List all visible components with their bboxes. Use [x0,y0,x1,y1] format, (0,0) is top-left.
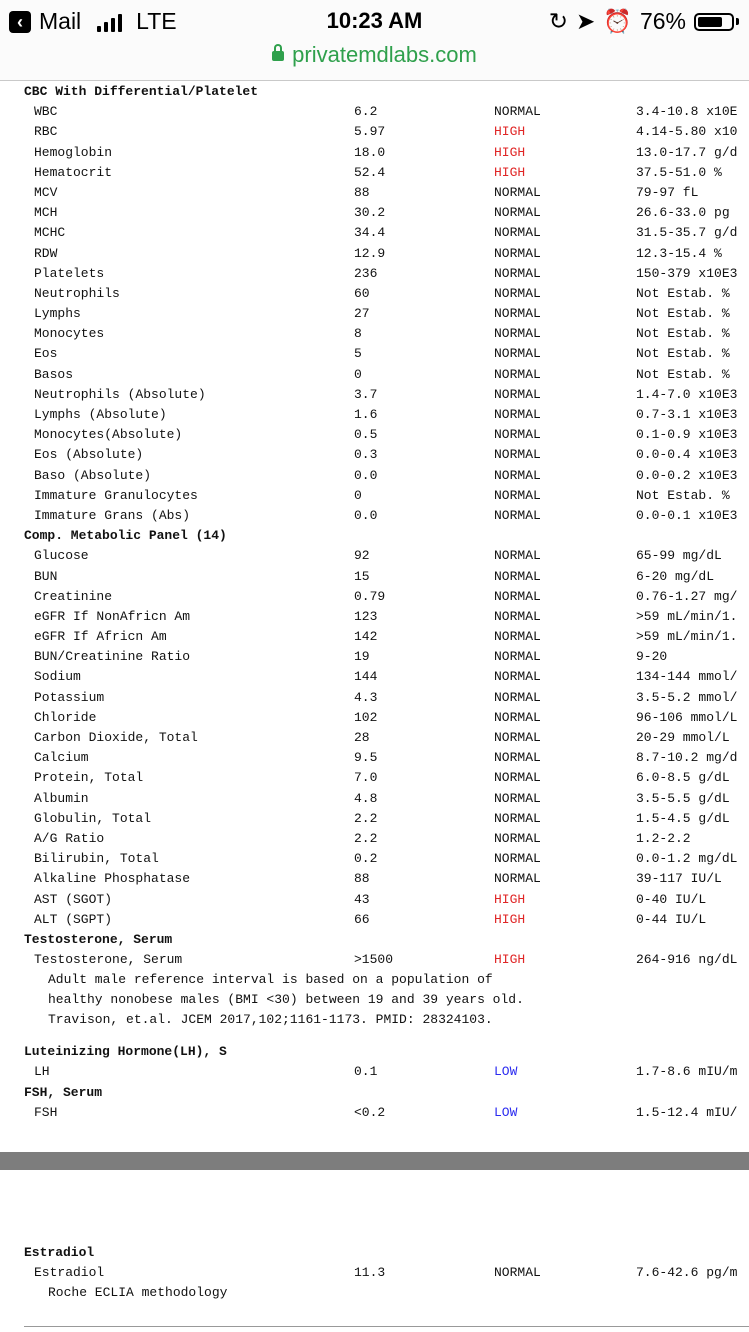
test-value: 52.4 [354,164,386,180]
test-value: 19 [354,649,370,665]
test-value: 0 [354,487,362,503]
test-flag: NORMAL [494,306,541,322]
test-value: 0.2 [354,851,378,867]
test-value: 15 [354,568,370,584]
test-name: Carbon Dioxide, Total [34,730,198,745]
result-row [0,627,749,647]
test-name: Hematocrit [34,164,113,180]
test-flag: NORMAL [494,810,541,826]
reference-range: 96-106 mmol/L [636,709,738,725]
test-name: RDW [34,245,58,261]
test-value: 28 [354,730,370,745]
lock-icon [272,51,284,61]
test-flag: NORMAL [494,386,541,402]
test-name: Calcium [34,750,89,766]
test-flag: NORMAL [494,669,541,685]
reference-range: 134-144 mmol/ [636,669,738,685]
test-flag: NORMAL [494,467,541,483]
test-flag: LOW [494,1104,518,1120]
reference-range: 13.0-17.7 g/d [636,144,738,160]
result-row [0,910,749,930]
reference-range: 7.6-42.6 pg/m [636,1265,738,1281]
result-row [0,567,749,587]
status-bar [0,0,749,80]
test-name: Monocytes(Absolute) [34,427,183,443]
reference-range: 0.76-1.27 mg/ [636,588,738,604]
test-value: 9.5 [354,750,378,766]
test-value: <0.2 [354,1104,386,1120]
result-row [0,768,749,788]
result-row [0,829,749,849]
reference-range: 150-379 x10E3 [636,265,738,281]
test-name: Hemoglobin [34,144,113,160]
comment-line: Roche ECLIA methodology [48,1285,228,1301]
test-name: MCHC [34,225,66,241]
result-row [0,1103,749,1123]
test-flag: NORMAL [494,104,541,120]
result-row [0,385,749,405]
test-name: Basos [34,366,74,382]
result-row [0,445,749,465]
result-row [0,324,749,344]
result-row [0,486,749,506]
test-value: 2.2 [354,830,378,846]
test-flag: NORMAL [494,1265,541,1281]
result-row [0,425,749,445]
test-flag: NORMAL [494,265,541,281]
reference-range: >59 mL/min/1. [636,608,738,624]
test-name: MCH [34,205,58,221]
test-flag: HIGH [494,144,526,160]
test-flag: NORMAL [494,568,541,584]
test-value: 66 [354,911,370,927]
battery-percent: 76% [639,8,686,34]
test-value: 0.1 [354,1064,378,1080]
test-flag: NORMAL [494,629,541,645]
test-value: 0.3 [354,447,378,463]
test-flag: NORMAL [494,608,541,624]
test-name: RBC [34,124,58,140]
result-row [0,223,749,243]
reference-range: Not Estab. % [636,487,730,503]
test-value: 88 [354,184,370,200]
test-name: Potassium [34,689,105,705]
test-name: Platelets [34,265,105,281]
result-row [0,244,749,264]
reference-range: 1.4-7.0 x10E3 [636,386,738,402]
comment-line: Adult male reference interval is based on a population of [48,972,493,988]
test-value: 5.97 [354,124,386,140]
test-name: AST (SGOT) [34,891,113,907]
reference-range: 0.7-3.1 x10E3 [636,407,738,422]
test-flag: NORMAL [494,770,541,786]
test-name: Creatinine [34,588,113,604]
section-title: FSH, Serum [24,1084,103,1100]
url-text: privatemdlabs.com [292,42,477,67]
test-value: 18.0 [354,144,386,160]
result-row [0,183,749,203]
result-row [0,546,749,566]
test-flag: NORMAL [494,487,541,503]
result-row [0,849,749,869]
battery-icon [694,13,734,31]
test-value: 3.7 [354,386,378,402]
reference-range: 0-40 IU/L [636,891,707,907]
comment-line: healthy nonobese males (BMI <30) between 19 and 39 years old. [48,992,524,1008]
test-name: Estradiol [34,1265,105,1281]
test-name: Testosterone, Serum [34,952,183,968]
test-name: Neutrophils (Absolute) [34,386,206,402]
test-value: 92 [354,548,370,564]
test-flag: NORMAL [494,285,541,301]
test-name: Chloride [34,709,97,725]
reference-range: 39-117 IU/L [636,871,722,887]
test-value: 12.9 [354,245,386,261]
test-name: Eos (Absolute) [34,447,144,463]
spacer [0,1030,749,1042]
result-row [0,950,749,970]
result-row [0,405,749,425]
result-row [0,506,749,526]
carrier-label: LTE [136,8,177,34]
back-app-label[interactable]: Mail [39,8,82,34]
test-value: 0.0 [354,507,378,523]
test-name: ALT (SGPT) [34,911,113,927]
test-flag: NORMAL [494,851,541,867]
test-value: 2.2 [354,810,378,826]
test-value: 34.4 [354,225,386,241]
test-value: 27 [354,306,370,322]
test-name: LH [34,1064,50,1080]
test-flag: NORMAL [494,830,541,846]
test-name: Albumin [34,790,89,806]
test-flag: NORMAL [494,548,541,564]
test-flag: NORMAL [494,447,541,463]
address-bar[interactable] [0,42,749,68]
result-row [0,1263,749,1283]
test-value: >1500 [354,952,394,968]
test-flag: NORMAL [494,366,541,382]
test-name: Protein, Total [34,770,144,786]
divider [0,80,749,81]
test-value: 144 [354,669,378,685]
test-name: Glucose [34,548,89,564]
reference-range: 1.2-2.2 [636,830,691,846]
test-name: Immature Granulocytes [34,487,198,503]
reference-range: >59 mL/min/1. [636,629,738,645]
test-name: FSH [34,1104,58,1120]
result-row [0,365,749,385]
test-value: 4.8 [354,790,378,806]
test-flag: NORMAL [494,871,541,887]
test-value: 1.6 [354,407,378,422]
test-name: Monocytes [34,326,105,342]
test-name: Sodium [34,669,81,685]
test-flag: NORMAL [494,790,541,806]
test-value: 7.0 [354,770,378,786]
result-row [0,304,749,324]
test-name: BUN [34,568,58,584]
reference-range: 6-20 mg/dL [636,568,715,584]
section-title: Comp. Metabolic Panel (14) [24,528,227,544]
result-row [0,143,749,163]
test-value: 0 [354,366,362,382]
test-name: Baso (Absolute) [34,467,152,483]
test-flag: HIGH [494,891,526,907]
reference-range: 0-44 IU/L [636,911,707,927]
lab-report-page-2 [0,1243,749,1303]
test-name: MCV [34,184,58,200]
result-row [0,284,749,304]
test-value: 236 [354,265,378,281]
reference-range: 0.1-0.9 x10E3 [636,427,738,443]
test-flag: HIGH [494,911,526,927]
reference-range: 8.7-10.2 mg/d [636,750,738,766]
result-row [0,607,749,627]
reference-range: 264-916 ng/dL [636,952,738,968]
test-name: Globulin, Total [34,810,152,826]
result-row [0,587,749,607]
test-value: 8 [354,326,362,342]
test-name: eGFR If NonAfricn Am [34,608,191,624]
divider [24,1326,749,1327]
location-arrow-icon: ➤ [576,8,596,34]
reference-range: 1.7-8.6 mIU/m [636,1064,738,1080]
test-value: 11.3 [354,1265,386,1281]
chevron-left-icon: ‹ [17,11,23,32]
test-value: 142 [354,629,378,645]
reference-range: 0.0-1.2 mg/dL [636,851,738,867]
reference-range: 12.3-15.4 % [636,245,722,261]
test-value: 123 [354,608,378,624]
reference-range: 3.5-5.5 g/dL [636,790,730,806]
clock: 10:23 AM [326,8,423,33]
test-name: Immature Grans (Abs) [34,507,191,523]
test-flag: NORMAL [494,730,541,745]
section-title: Luteinizing Hormone(LH), S [24,1044,227,1060]
lab-report-page-1 [0,82,749,1123]
reference-range: 0.0-0.1 x10E3 [636,507,738,523]
result-row [0,748,749,768]
test-name: Lymphs (Absolute) [34,407,167,422]
test-flag: NORMAL [494,649,541,665]
reference-range: Not Estab. % [636,366,730,382]
test-value: 102 [354,709,378,725]
test-value: 4.3 [354,689,378,705]
test-flag: NORMAL [494,205,541,221]
result-row [0,667,749,687]
test-name: Eos [34,346,58,362]
result-row [0,466,749,486]
test-name: Neutrophils [34,285,120,301]
reference-range: 0.0-0.4 x10E3 [636,447,738,463]
test-value: 5 [354,346,362,362]
test-value: 60 [354,285,370,301]
result-row [0,789,749,809]
result-row [0,264,749,284]
test-flag: NORMAL [494,184,541,200]
reference-range: 9-20 [636,649,668,665]
reference-range: 26.6-33.0 pg [636,205,730,221]
status-right [549,8,739,35]
reference-range: 79-97 fL [636,184,699,200]
section-title: Estradiol [24,1245,95,1260]
test-flag: NORMAL [494,427,541,443]
test-flag: NORMAL [494,245,541,261]
test-value: 88 [354,871,370,887]
reference-range: 6.0-8.5 g/dL [636,770,730,786]
result-row [0,728,749,748]
reference-range: 1.5-4.5 g/dL [636,810,730,826]
reference-range: Not Estab. % [636,306,730,322]
result-row [0,869,749,889]
test-value: 6.2 [354,104,378,120]
test-name: Bilirubin, Total [34,851,159,867]
test-name: Alkaline Phosphatase [34,871,191,887]
result-row [0,344,749,364]
reference-range: Not Estab. % [636,285,730,301]
reference-range: 3.5-5.2 mmol/ [636,689,738,705]
test-flag: NORMAL [494,407,541,422]
test-flag: LOW [494,1064,518,1080]
test-name: eGFR If Africn Am [34,629,167,645]
result-row [0,647,749,667]
page-break [0,1152,749,1170]
result-row [0,163,749,183]
reference-range: 0.0-0.2 x10E3 [636,467,738,483]
result-row [0,102,749,122]
test-value: 43 [354,891,370,907]
reference-range: 20-29 mmol/L [636,730,730,745]
test-flag: NORMAL [494,750,541,766]
alarm-icon: ⏰ [603,8,632,34]
test-value: 0.5 [354,427,378,443]
result-row [0,203,749,223]
test-flag: NORMAL [494,588,541,604]
section-title: Testosterone, Serum [24,931,173,947]
test-flag: NORMAL [494,346,541,362]
test-value: 0.79 [354,588,386,604]
test-flag: NORMAL [494,507,541,523]
rotation-lock-icon: ↻ [548,8,569,34]
result-row [0,1062,749,1082]
reference-range: 31.5-35.7 g/d [636,225,738,241]
result-row [0,122,749,142]
comment-line: Travison, et.al. JCEM 2017,102;1161-1173. PMID: 28324103. [48,1012,493,1028]
test-flag: NORMAL [494,326,541,342]
result-row [0,708,749,728]
test-value: 30.2 [354,205,386,221]
test-flag: NORMAL [494,709,541,725]
result-row [0,809,749,829]
reference-range: 1.5-12.4 mIU/ [636,1104,738,1120]
test-name: WBC [34,104,58,120]
test-flag: HIGH [494,952,526,968]
reference-range: 4.14-5.80 x10 [636,124,738,140]
section-title: CBC With Differential/Platelet [24,84,259,99]
test-flag: NORMAL [494,225,541,241]
test-value: 0.0 [354,467,378,483]
reference-range: 37.5-51.0 % [636,164,722,180]
reference-range: 3.4-10.8 x10E [636,104,738,120]
reference-range: Not Estab. % [636,326,730,342]
result-row [0,688,749,708]
test-flag: NORMAL [494,689,541,705]
test-flag: HIGH [494,124,526,140]
test-name: A/G Ratio [34,830,105,846]
reference-range: 65-99 mg/dL [636,548,722,564]
reference-range: Not Estab. % [636,346,730,362]
test-name: BUN/Creatinine Ratio [34,649,191,665]
battery-nub [736,18,739,25]
result-row [0,890,749,910]
test-name: Lymphs [34,306,81,322]
test-flag: HIGH [494,164,526,180]
